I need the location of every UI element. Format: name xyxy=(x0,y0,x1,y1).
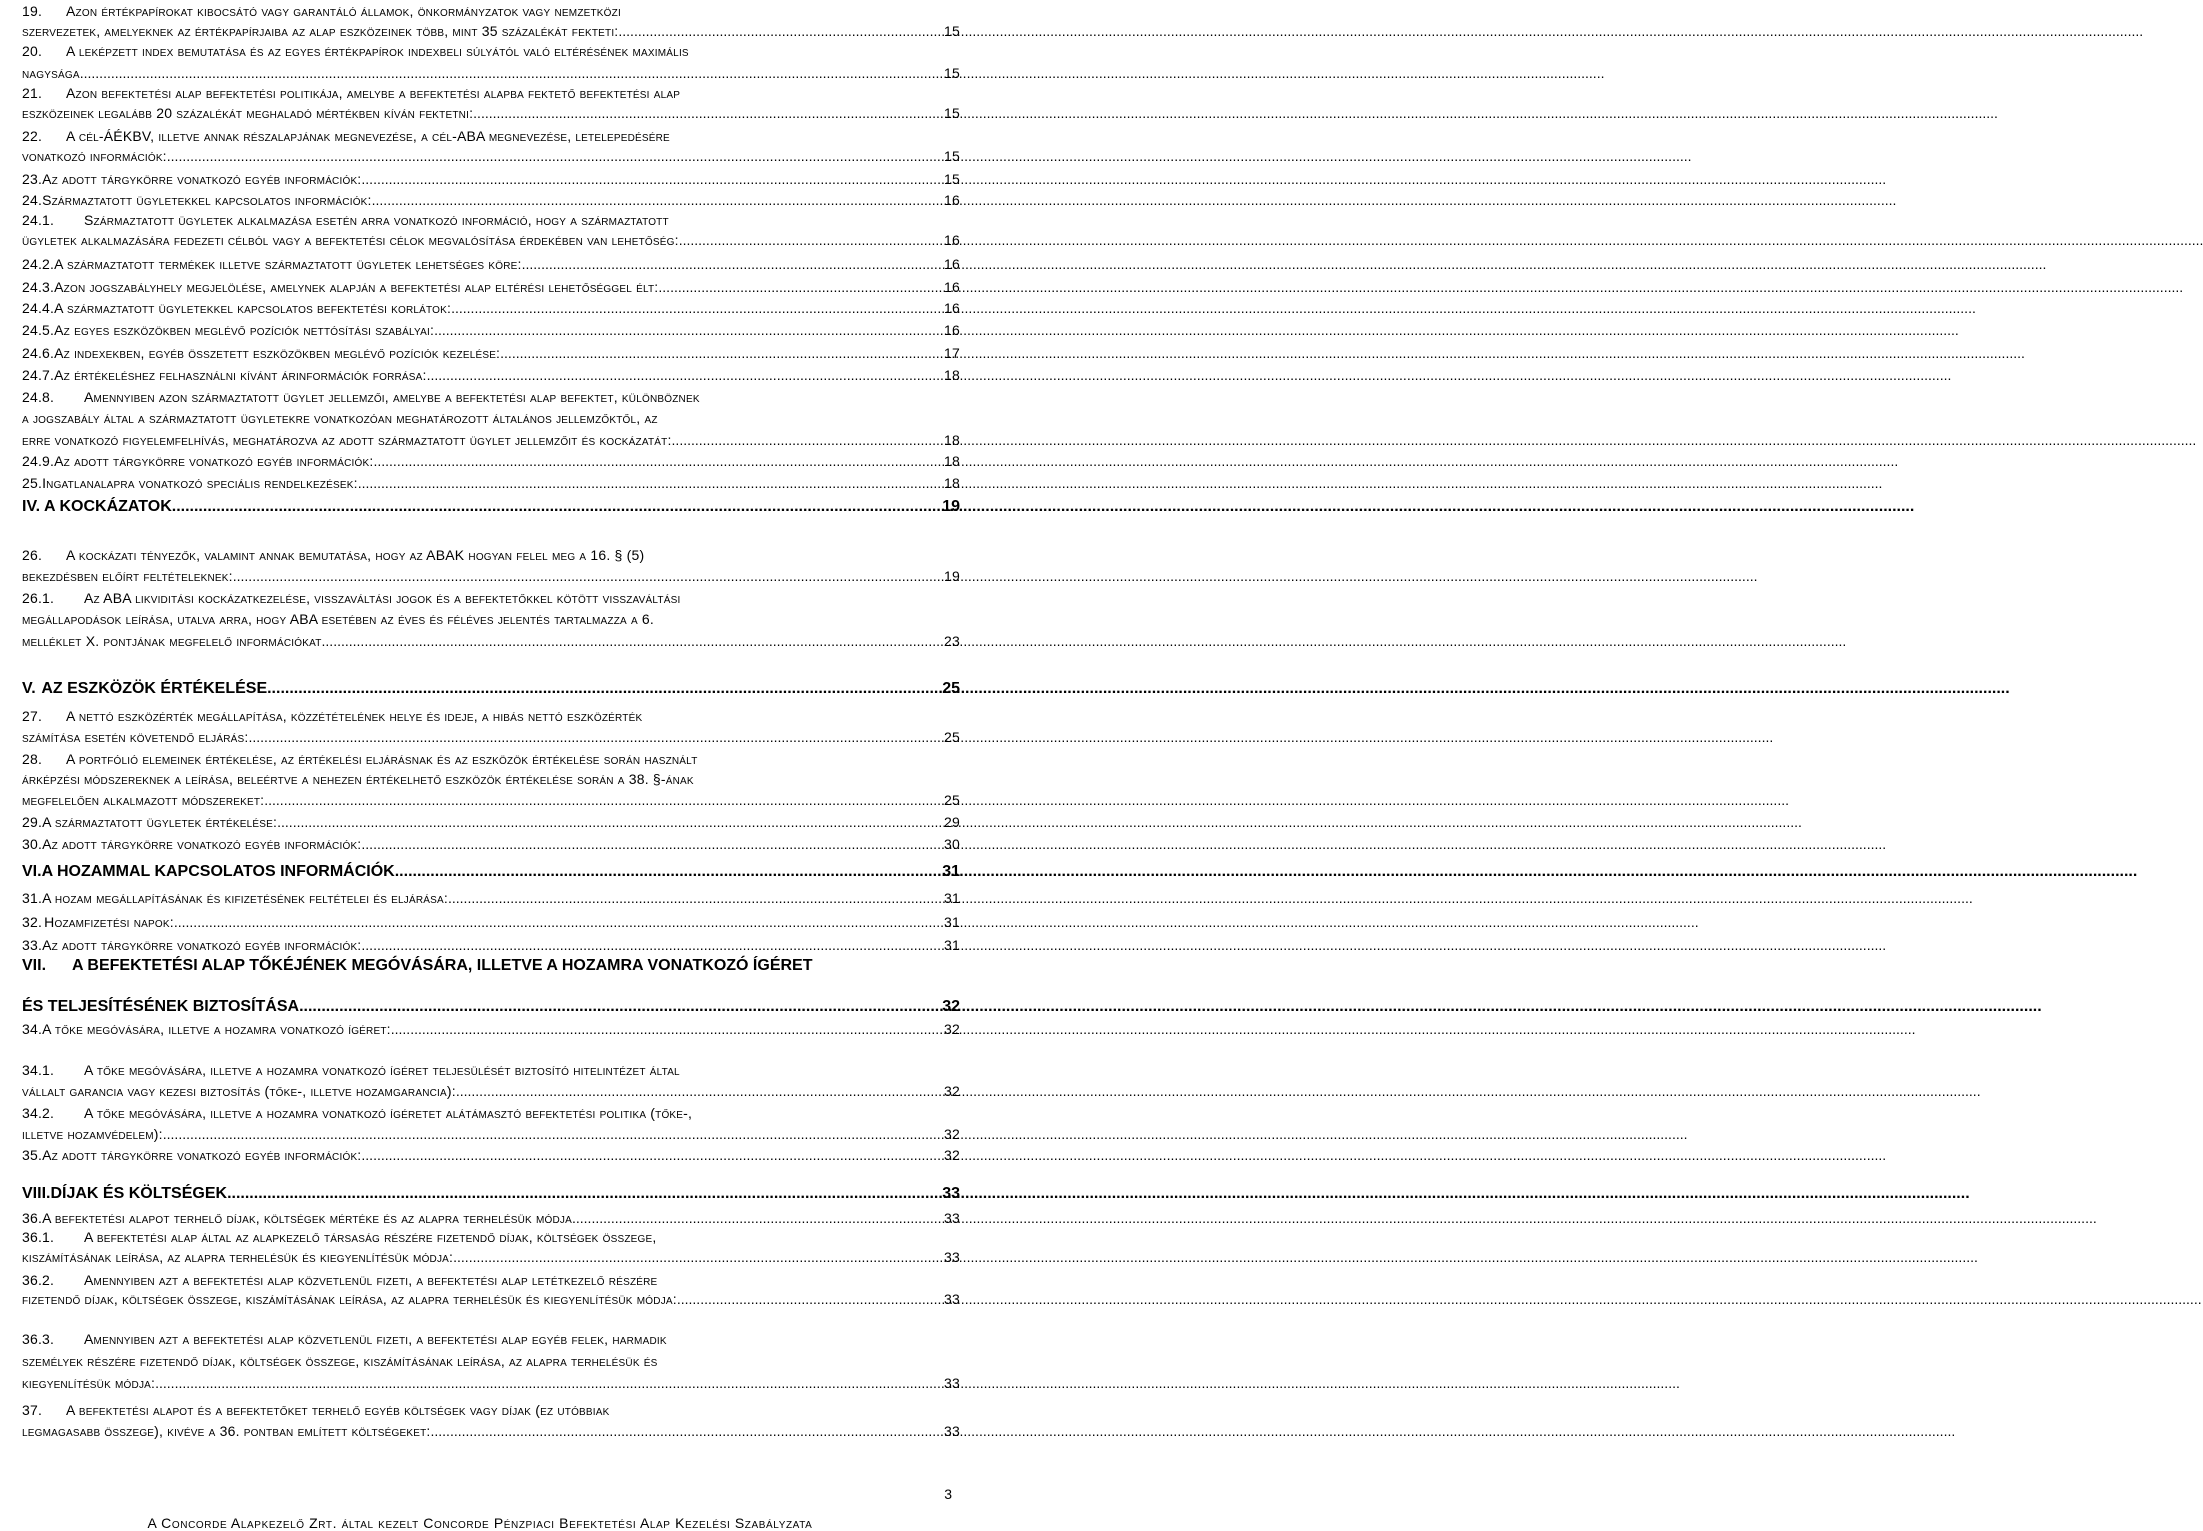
toc-text: A nettó eszközérték megállapítása, közzétételének helye és ideje, a hibás nettó eszközérték xyxy=(66,708,643,724)
toc-number: 25. xyxy=(22,475,43,491)
toc-entry[interactable] xyxy=(22,278,960,296)
toc-number: 22. xyxy=(22,128,43,144)
toc-text: Az értékeléshez felhasználni kívánt árinformációk forrása: xyxy=(54,367,427,383)
toc-text: Az adott tárgykörre vonatkozó egyéb információk: xyxy=(42,937,362,953)
toc-page-number: 15 xyxy=(944,23,960,39)
toc-page-number: 25 xyxy=(944,792,960,808)
toc-text: vállalt garancia vagy kezesi biztosítás (tőke-, illetve hozamgarancia): xyxy=(22,1083,456,1099)
toc-heading[interactable] xyxy=(22,998,960,1016)
toc-page-number: 16 xyxy=(944,192,960,208)
toc-number: 34. xyxy=(22,1021,43,1037)
toc-entry[interactable] xyxy=(22,1209,960,1227)
dot-leader xyxy=(391,1020,942,1038)
toc-entry[interactable] xyxy=(22,255,960,273)
toc-page-number: 16 xyxy=(944,279,960,295)
toc-text: Az adott tárgykörre vonatkozó egyéb információk: xyxy=(42,1147,362,1163)
toc-text: Az adott tárgykörre vonatkozó egyéb információk: xyxy=(54,453,374,469)
toc-text: A befektetési alapot és a befektetőket terhelő egyéb költségek vagy díjak (ez utóbbiak xyxy=(66,1402,610,1418)
toc-page-number: 32 xyxy=(944,1083,960,1099)
toc-text: A hozam megállapításának és kifizetésének feltételei és eljárása: xyxy=(42,890,448,906)
dot-leader xyxy=(522,255,942,273)
toc-entry[interactable] xyxy=(22,1422,960,1440)
toc-page-number: 32 xyxy=(944,1147,960,1163)
toc-entry[interactable] xyxy=(22,567,960,585)
toc-page-number: 15 xyxy=(944,65,960,81)
toc-text: A tőke megóvására, illetve a hozamra vonatkozó ígéretet alátámasztó befektetési politika (tőke-, xyxy=(84,1105,693,1121)
dot-leader xyxy=(163,1125,942,1143)
toc-entry[interactable] xyxy=(22,42,960,60)
toc-page-number: 18 xyxy=(944,453,960,469)
toc-text: eszközeinek legalább 20 százalékát meghaladó mértékben kíván fektetni: xyxy=(22,105,474,121)
toc-text: A származtatott ügyletek értékelése: xyxy=(42,814,278,830)
toc-heading[interactable] xyxy=(22,863,960,881)
toc-text: vonatkozó információk: xyxy=(22,148,167,164)
toc-entry[interactable] xyxy=(22,344,960,362)
toc-number: VIII. xyxy=(22,1185,51,1202)
dot-leader xyxy=(172,498,940,516)
toc-page-number: 31 xyxy=(942,863,960,880)
toc-page-number: 33 xyxy=(944,1210,960,1226)
toc-text: Származtatott ügyletek alkalmazása esetén arra vonatkozó információ, hogy a származtatott xyxy=(84,212,669,228)
toc-text: A befektetési alapot terhelő díjak, költségek mértéke és az alapra terhelésük módja xyxy=(42,1210,572,1226)
toc-page-number: 33 xyxy=(944,1291,960,1307)
toc-text: árképzési módszereknek a leírása, beleértve a nehezen értékelhető eszközök értékelése során a 38. §-ának xyxy=(22,771,694,787)
toc-text: szervezetek, amelyeknek az értékpapírjaiba az alap eszközeinek több, mint 35 százalékát fekteti: xyxy=(22,23,619,39)
toc-entry[interactable] xyxy=(22,191,960,209)
toc-entry[interactable] xyxy=(22,1248,960,1266)
toc-page-number: 25 xyxy=(942,680,960,697)
toc-page-number: 18 xyxy=(944,367,960,383)
toc-entry[interactable] xyxy=(22,546,960,564)
toc-heading[interactable] xyxy=(22,957,960,975)
toc-entry[interactable] xyxy=(22,388,960,406)
toc-text: Azon befektetési alap befektetési politikája, amelybe a befektetési alapba fektető befektetési alap xyxy=(66,85,681,101)
toc-text: A tőke megóvására, illetve a hozamra vonatkozó ígéret: xyxy=(42,1021,391,1037)
toc-text: Származtatott ügyletekkel kapcsolatos információk: xyxy=(42,192,372,208)
toc-heading[interactable] xyxy=(22,680,960,698)
toc-entry[interactable] xyxy=(22,913,960,931)
toc-page-number: 30 xyxy=(944,836,960,852)
toc-entry[interactable] xyxy=(22,728,960,746)
toc-text: fizetendő díjak, költségek összege, kiszámításának leírása, az alapra terhelésük és kiegyenlítésük módja: xyxy=(22,1291,677,1307)
toc-entry[interactable] xyxy=(22,409,960,427)
toc-page-number: 33 xyxy=(944,1423,960,1439)
toc-entry[interactable] xyxy=(22,431,960,449)
toc-entry[interactable] xyxy=(22,147,960,165)
toc-entry[interactable] xyxy=(22,64,960,82)
toc-text: A származtatott termékek illetve származtatott ügyletek lehetséges köre: xyxy=(54,256,522,272)
toc-text: legmagasabb összege), kivéve a 36. pontban említett költségeket: xyxy=(22,1423,431,1439)
toc-page-number: 32 xyxy=(944,1126,960,1142)
toc-page-number: 19 xyxy=(944,568,960,584)
toc-page-number: 16 xyxy=(944,322,960,338)
toc-entry[interactable] xyxy=(22,84,960,102)
toc-page-number: 25 xyxy=(944,729,960,745)
dot-leader xyxy=(264,791,942,809)
toc-number: 21. xyxy=(22,85,43,101)
toc-text: Hozamfizetési napok: xyxy=(44,914,174,930)
dot-leader xyxy=(361,835,942,853)
toc-entry[interactable] xyxy=(22,2,960,20)
toc-entry[interactable] xyxy=(22,1271,960,1289)
toc-number: 27. xyxy=(22,708,43,724)
toc-text: számítása esetén követendő eljárás: xyxy=(22,729,249,745)
toc-entry[interactable] xyxy=(22,813,960,831)
toc-number: IV. xyxy=(22,498,41,515)
dot-leader xyxy=(155,1374,942,1392)
toc-text: nagysága xyxy=(22,65,80,81)
toc-number: 30. xyxy=(22,836,43,852)
dot-leader xyxy=(395,863,940,881)
dot-leader xyxy=(167,147,942,165)
dot-leader xyxy=(174,913,942,931)
toc-entry[interactable] xyxy=(22,1352,960,1370)
toc-text: A befektetési alap által az alapkezelő társaság részére fizetendő díjak, költségek összege, xyxy=(84,1229,657,1245)
dot-leader xyxy=(267,680,940,698)
toc-page-number: 33 xyxy=(942,1185,960,1202)
toc-entry[interactable] xyxy=(22,321,960,339)
toc-number: 36.1. xyxy=(22,1229,55,1245)
toc-entry[interactable] xyxy=(22,1061,960,1079)
toc-entry[interactable] xyxy=(22,770,960,788)
toc-text: Az egyes eszközökben meglévő pozíciók nettósítási szabályai: xyxy=(54,322,435,338)
toc-number: 24.8. xyxy=(22,389,55,405)
toc-entry[interactable] xyxy=(22,1374,960,1392)
toc-entry[interactable] xyxy=(22,366,960,384)
dot-leader xyxy=(361,170,942,188)
toc-text: bekezdésben előírt feltételeknek: xyxy=(22,568,233,584)
dot-leader xyxy=(672,431,942,449)
toc-entry[interactable] xyxy=(22,707,960,725)
toc-entry[interactable] xyxy=(22,1125,960,1143)
toc-number: 24.1. xyxy=(22,212,55,228)
toc-number: 36. xyxy=(22,1210,43,1226)
toc-number: 20. xyxy=(22,43,43,59)
dot-leader xyxy=(679,231,942,249)
toc-text: Az ABA likviditási kockázatkezelése, visszaváltási jogok és a befektetőkkel kötött visszaváltási xyxy=(84,590,681,606)
toc-number: 24.9. xyxy=(22,453,55,469)
dot-leader xyxy=(358,474,942,492)
toc-entry[interactable] xyxy=(22,170,960,188)
toc-page-number: 18 xyxy=(944,475,960,491)
toc-entry[interactable] xyxy=(22,211,960,229)
toc-number: 19. xyxy=(22,3,43,19)
dot-leader xyxy=(233,567,942,585)
toc-text: ÉS TELJESÍTÉSÉNEK BIZTOSÍTÁSA xyxy=(22,998,300,1015)
toc-number: 34.2. xyxy=(22,1105,55,1121)
toc-number: 24.3. xyxy=(22,279,55,295)
toc-text: A cél-ÁÉKBV, illetve annak részalapjának megnevezése, a cél-ABA megnevezése, letelepedésére xyxy=(66,128,670,144)
toc-page-number: 31 xyxy=(944,937,960,953)
toc-entry[interactable] xyxy=(22,610,960,628)
toc-entry[interactable] xyxy=(22,835,960,853)
toc-number: 24.7. xyxy=(22,367,55,383)
toc-page-number: 17 xyxy=(944,345,960,361)
toc-page-number: 32 xyxy=(944,1021,960,1037)
toc-number: 29. xyxy=(22,814,43,830)
toc-entry[interactable] xyxy=(22,936,960,954)
toc-number: 28. xyxy=(22,751,43,767)
toc-number: 36.3. xyxy=(22,1331,55,1347)
toc-page-number: 31 xyxy=(944,914,960,930)
toc-entry[interactable] xyxy=(22,1082,960,1100)
toc-number: 35. xyxy=(22,1147,43,1163)
toc-number: 31. xyxy=(22,890,43,906)
page-footer: A Concorde Alapkezelő Zrt. által kezelt Concorde Pénzpiaci Befektetési Alap Kezelési Szabályzata xyxy=(147,1515,813,1531)
toc-page-number: 32 xyxy=(942,998,960,1015)
dot-leader xyxy=(299,998,940,1016)
page-number: 3 xyxy=(944,1486,952,1502)
toc-text: illetve hozamvédelem): xyxy=(22,1126,163,1142)
dot-leader xyxy=(500,344,942,362)
toc-text: Azon jogszabályhely megjelölése, amelynek alapján a befektetési alap eltérési lehetőséggel élt: xyxy=(54,279,659,295)
toc-entry[interactable] xyxy=(22,1401,960,1419)
toc-entry[interactable] xyxy=(22,1228,960,1246)
toc-number: 24. xyxy=(22,192,43,208)
toc-entry[interactable] xyxy=(22,299,960,317)
dot-leader xyxy=(373,452,942,470)
dot-leader xyxy=(80,64,942,82)
dot-leader xyxy=(431,1422,943,1440)
toc-text: Az adott tárgykörre vonatkozó egyéb információk: xyxy=(42,171,362,187)
toc-entry[interactable] xyxy=(22,22,960,40)
toc-page-number: 16 xyxy=(944,300,960,316)
toc-text: erre vonatkozó figyelemfelhívás, meghatározva az adott származtatott ügylet jellemzőit és kockázatát: xyxy=(22,432,672,448)
toc-text: Amennyiben azt a befektetési alap közvetlenül fizeti, a befektetési alap letétkezelő részére xyxy=(84,1272,658,1288)
dot-leader xyxy=(451,299,942,317)
toc-number: 24.4. xyxy=(22,300,55,316)
dot-leader xyxy=(448,889,942,907)
toc-text: személyek részére fizetendő díjak, költségek összege, kiszámításának leírása, az alapra terhelésük és xyxy=(22,1353,658,1369)
toc-text: melléklet X. pontjának megfelelő információkat xyxy=(22,633,322,649)
toc-entry[interactable] xyxy=(22,1290,960,1308)
toc-text: a jogszabály által a származtatott ügyletekre vonatkozóan meghatározott általános jellemzőktől, az xyxy=(22,410,658,426)
toc-entry[interactable] xyxy=(22,127,960,145)
toc-number: 34.1. xyxy=(22,1062,55,1078)
dot-leader xyxy=(658,278,942,296)
toc-number: 24.2. xyxy=(22,256,55,272)
dot-leader xyxy=(434,321,942,339)
dot-leader xyxy=(361,936,942,954)
dot-leader xyxy=(277,813,942,831)
toc-text: Az indexekben, egyéb összetett eszközökben meglévő pozíciók kezelése: xyxy=(54,345,501,361)
document-page xyxy=(0,0,960,1531)
toc-entry[interactable] xyxy=(22,889,960,907)
toc-page-number: 18 xyxy=(944,432,960,448)
toc-text: A BEFEKTETÉSI ALAP TŐKÉJÉNEK MEGÓVÁSÁRA, ILLETVE A HOZAMRA VONATKOZÓ ÍGÉRET xyxy=(72,957,813,974)
toc-text: Ingatlanalapra vonatkozó speciális rendelkezések: xyxy=(42,475,358,491)
toc-page-number: 15 xyxy=(944,171,960,187)
toc-text: kiszámításának leírása, az alapra terhelésük és kiegyenlítésük módja: xyxy=(22,1249,454,1265)
toc-page-number: 15 xyxy=(944,105,960,121)
toc-entry[interactable] xyxy=(22,104,960,122)
toc-page-number: 19 xyxy=(942,498,960,515)
toc-number: 23. xyxy=(22,171,43,187)
dot-leader xyxy=(372,191,942,209)
toc-page-number: 23 xyxy=(944,633,960,649)
dot-leader xyxy=(473,104,942,122)
toc-text: A származtatott ügyletekkel kapcsolatos befektetési korlátok: xyxy=(54,300,452,316)
toc-entry[interactable] xyxy=(22,452,960,470)
toc-heading[interactable] xyxy=(22,498,960,516)
toc-page-number: 16 xyxy=(944,232,960,248)
toc-text: AZ ESZKÖZÖK ÉRTÉKELÉSE xyxy=(41,680,268,697)
toc-page-number: 16 xyxy=(944,256,960,272)
toc-page-number: 15 xyxy=(944,148,960,164)
toc-entry[interactable] xyxy=(22,589,960,607)
toc-entry[interactable] xyxy=(22,791,960,809)
toc-text: A leképzett index bemutatása és az egyes értékpapírok indexbeli súlyától való eltérésének maximális xyxy=(66,43,689,59)
dot-leader xyxy=(322,632,942,650)
toc-page-number: 33 xyxy=(944,1375,960,1391)
toc-text: A portfólió elemeinek értékelése, az értékelési eljárásnak és az eszközök értékelése során használt xyxy=(66,751,698,767)
toc-entry[interactable] xyxy=(22,1146,960,1164)
toc-text: Amennyiben azon származtatott ügylet jellemzői, amelybe a befektetési alap befektet, különböznek xyxy=(84,389,700,405)
toc-text: megállapodások leírása, utalva arra, hogy ABA esetében az éves és féléves jelentés tartalmazza a 6. xyxy=(22,611,654,627)
toc-number: VII. xyxy=(22,957,47,974)
toc-entry[interactable] xyxy=(22,632,960,650)
toc-text: A kockázati tényezők, valamint annak bemutatása, hogy az ABAK hogyan felel meg a 16. § (5) xyxy=(66,547,645,563)
toc-text: Az adott tárgykörre vonatkozó egyéb információk: xyxy=(42,836,362,852)
dot-leader xyxy=(361,1146,942,1164)
toc-text: megfelelően alkalmazott módszereket: xyxy=(22,792,265,808)
toc-number: VI. xyxy=(22,863,42,880)
toc-number: 24.6. xyxy=(22,345,55,361)
toc-text: DÍJAK ÉS KÖLTSÉGEK xyxy=(50,1185,228,1202)
toc-number: 32. xyxy=(22,914,43,930)
toc-text: A KOCKÁZATOK xyxy=(44,498,172,515)
toc-number: 37. xyxy=(22,1402,43,1418)
toc-number: V. xyxy=(22,680,36,697)
dot-leader xyxy=(572,1209,942,1227)
dot-leader xyxy=(249,728,943,746)
dot-leader xyxy=(456,1082,942,1100)
toc-number: 36.2. xyxy=(22,1272,55,1288)
dot-leader xyxy=(427,366,942,384)
toc-text: kiegyenlítésük módja: xyxy=(22,1375,156,1391)
toc-page-number: 33 xyxy=(944,1249,960,1265)
toc-text: Azon értékpapírokat kibocsátó vagy garantáló államok, önkormányzatok vagy nemzetközi xyxy=(66,3,621,19)
dot-leader xyxy=(618,22,942,40)
toc-entry[interactable] xyxy=(22,231,960,249)
toc-text: A tőke megóvására, illetve a hozamra vonatkozó ígéret teljesülését biztosító hitelintézet által xyxy=(84,1062,680,1078)
toc-page-number: 31 xyxy=(944,890,960,906)
dot-leader xyxy=(677,1290,942,1308)
toc-number: 26.1. xyxy=(22,590,55,606)
toc-entry[interactable] xyxy=(22,750,960,768)
dot-leader xyxy=(227,1185,940,1203)
toc-entry[interactable] xyxy=(22,1104,960,1122)
toc-number: 24.5. xyxy=(22,322,55,338)
toc-text: ügyletek alkalmazására fedezeti célból vagy a befektetési célok megvalósítása érdekében van lehetőség: xyxy=(22,232,679,248)
toc-page-number: 29 xyxy=(944,814,960,830)
toc-text: A HOZAMMAL KAPCSOLATOS INFORMÁCIÓK xyxy=(41,863,395,880)
toc-entry[interactable] xyxy=(22,1330,960,1348)
toc-number: 33. xyxy=(22,937,43,953)
toc-entry[interactable] xyxy=(22,474,960,492)
toc-number: 26. xyxy=(22,547,43,563)
dot-leader xyxy=(453,1248,942,1266)
toc-entry[interactable] xyxy=(22,1020,960,1038)
toc-heading[interactable] xyxy=(22,1185,960,1203)
toc-text: Amennyiben azt a befektetési alap közvetlenül fizeti, a befektetési alap egyéb felek, harmadik xyxy=(84,1331,667,1347)
